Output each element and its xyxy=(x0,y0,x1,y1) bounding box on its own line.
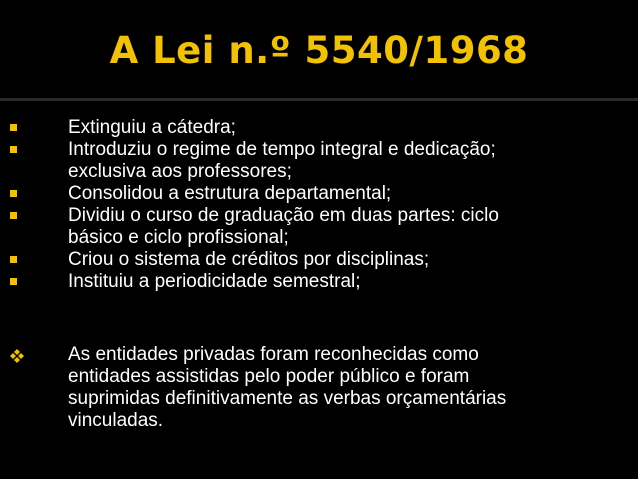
bullet-item xyxy=(10,205,630,249)
bullet-list xyxy=(10,117,630,293)
bullet-item xyxy=(10,139,630,183)
diamond-bullet-icon-graphic xyxy=(10,349,24,363)
square-bullet-icon xyxy=(10,256,17,263)
slide-title: A Lei n.º 5540/1968 xyxy=(109,29,529,72)
bullet-item xyxy=(10,117,630,139)
bullet-text: Extinguiu a cátedra; xyxy=(68,117,236,138)
slide-content xyxy=(0,104,638,479)
square-bullet-icon xyxy=(10,146,17,153)
bullet-text: Consolidou a estrutura departamental; xyxy=(68,183,392,204)
bullet-item xyxy=(10,249,630,271)
square-bullet-icon xyxy=(10,278,17,285)
bullet-text: básico e ciclo profissional; xyxy=(68,227,289,248)
bullet-text: Dividiu o curso de graduação em duas partes: ciclo xyxy=(68,205,499,226)
special-text: As entidades privadas foram reconhecidas como xyxy=(68,344,479,365)
special-text: suprimidas definitivamente as verbas orçamentárias xyxy=(68,388,507,409)
square-bullet-icon xyxy=(10,190,17,197)
diamond-bullet-icon xyxy=(10,347,22,359)
square-bullet-icon xyxy=(10,212,17,219)
special-text: vinculadas. xyxy=(68,410,164,431)
bullet-text: Instituiu a periodicidade semestral; xyxy=(68,271,361,292)
bullet-item xyxy=(10,271,630,293)
special-note xyxy=(10,344,638,432)
bullet-text: Criou o sistema de créditos por disciplinas; xyxy=(68,249,430,270)
bullet-text: exclusiva aos professores; xyxy=(68,161,292,182)
square-bullet-icon xyxy=(10,124,17,131)
bullet-text: Introduziu o regime de tempo integral e dedicação; xyxy=(68,139,496,160)
special-text: entidades assistidas pelo poder público e foram xyxy=(68,366,470,387)
title-band xyxy=(0,0,638,101)
bullet-item xyxy=(10,183,630,205)
